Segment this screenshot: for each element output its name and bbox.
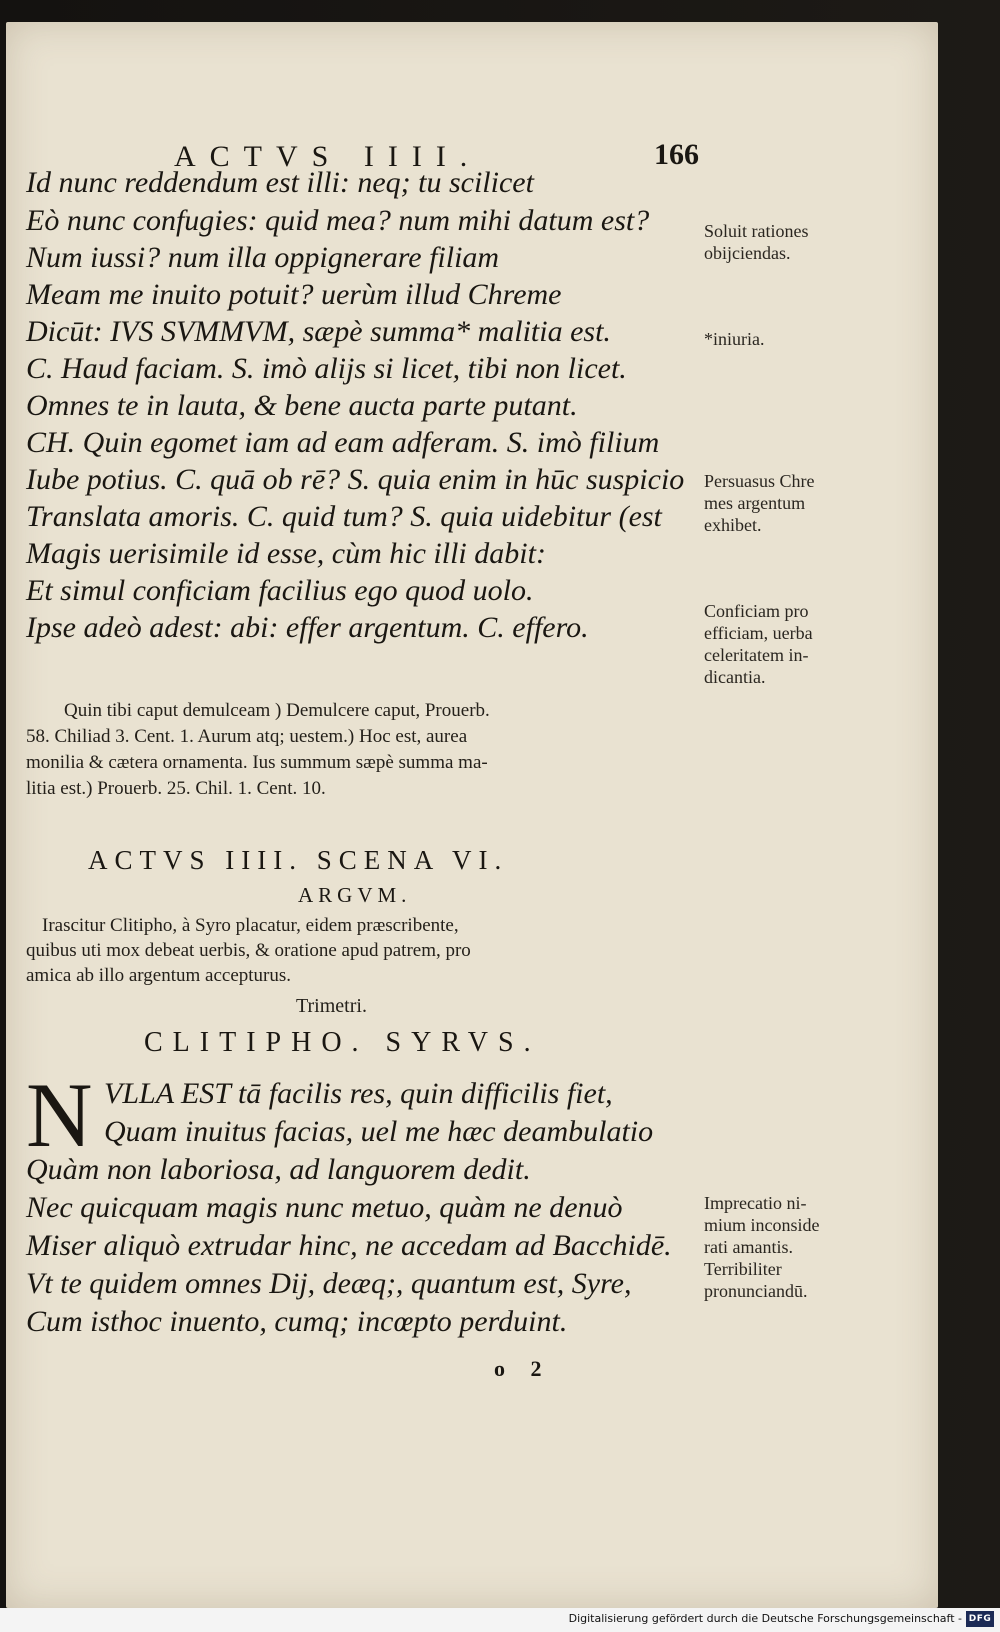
running-title: ACTVS IIII. bbox=[174, 140, 482, 173]
verse-line: Omnes te in lauta, & bene aucta parte putant. bbox=[26, 389, 578, 422]
verse-line: Meam me inuito potuit? uerùm illud Chreme bbox=[26, 278, 562, 311]
commentary-line: monilia & cætera ornamenta. Ius summum sæpè summa ma- bbox=[26, 752, 488, 773]
margin-note bbox=[704, 600, 874, 688]
margin-note-line: Conficiam pro bbox=[704, 601, 809, 621]
signature-mark: o 2 bbox=[494, 1356, 552, 1381]
verse-line: Quàm non laboriosa, ad languorem dedit. bbox=[26, 1153, 531, 1186]
margin-note bbox=[704, 220, 874, 264]
speakers-heading: CLITIPHO. SYRVS. bbox=[144, 1027, 541, 1058]
verse-line: Cum isthoc inuento, cumq; incœpto perduint. bbox=[26, 1305, 568, 1338]
verse-line: Quam inuitus facias, uel me hæc deambulatio bbox=[104, 1115, 654, 1148]
commentary-line: Quin tibi caput demulceam ) Demulcere caput, Prouerb. bbox=[64, 700, 490, 721]
margin-note-line: Terribiliter bbox=[704, 1259, 782, 1279]
verse-line: Num iussi? num illa oppignerare filiam bbox=[26, 241, 500, 274]
margin-note-line: Imprecatio ni- bbox=[704, 1193, 807, 1213]
verse-line: Nec quicquam magis nunc metuo, quàm ne denuò bbox=[26, 1191, 623, 1224]
verse-line: Eò nunc confugies: quid mea? num mihi datum est? bbox=[26, 204, 650, 237]
margin-note bbox=[704, 328, 874, 350]
verse-line: Et simul conficiam facilius ego quod uolo. bbox=[26, 574, 534, 607]
margin-note-line: Soluit rationes bbox=[704, 221, 809, 241]
verse-line: Translata amoris. C. quid tum? S. quia uidebitur (est bbox=[26, 500, 662, 533]
margin-note-line: dicantia. bbox=[704, 667, 766, 687]
dfg-logo: DFG bbox=[966, 1611, 994, 1627]
digitization-note: Digitalisierung gefördert durch die Deutsche Forschungsgemeinschaft - bbox=[568, 1612, 962, 1625]
meter-label: Trimetri. bbox=[296, 995, 367, 1017]
verse-line: Magis uerisimile id esse, cùm hic illi dabit: bbox=[26, 537, 546, 570]
margin-note-line: *iniuria. bbox=[704, 329, 765, 349]
argument-line: amica ab illo argentum accepturus. bbox=[26, 965, 292, 986]
verse-line: C. Haud faciam. S. imò alijs si licet, tibi non licet. bbox=[26, 352, 627, 385]
drop-cap: N bbox=[26, 1064, 93, 1166]
margin-note-line: efficiam, uerba bbox=[704, 623, 813, 643]
book-page bbox=[6, 22, 938, 1608]
verse-line: Id nunc reddendum est illi: neq; tu scilicet bbox=[26, 166, 534, 199]
page-number: 166 bbox=[654, 138, 699, 171]
argument-line: quibus uti mox debeat uerbis, & oratione apud patrem, pro bbox=[26, 940, 471, 961]
argument-label: ARGVM. bbox=[298, 883, 412, 907]
margin-note-line: obijciendas. bbox=[704, 243, 791, 263]
verse-line: Miser aliquò extrudar hinc, ne accedam ad Bacchidē. bbox=[26, 1229, 672, 1262]
margin-note-line: mes argentum bbox=[704, 493, 806, 513]
verse-line: Dicūt: IVS SVMMVM, sæpè summa* malitia est. bbox=[26, 315, 611, 348]
margin-note-line: Persuasus Chre bbox=[704, 471, 815, 491]
margin-note-line: mium inconside bbox=[704, 1215, 820, 1235]
margin-note bbox=[704, 1192, 874, 1302]
verse-line: CH. Quin egomet iam ad eam adferam. S. imò filium bbox=[26, 426, 660, 459]
verse-line: Iube potius. C. quā ob rē? S. quia enim in hūc suspicio bbox=[26, 463, 685, 496]
verse-line: Ipse adeò adest: abi: effer argentum. C. effero. bbox=[26, 611, 589, 644]
margin-note-line: celeritatem in- bbox=[704, 645, 809, 665]
margin-note-line: rati amantis. bbox=[704, 1237, 793, 1257]
argument-line: Irascitur Clitipho, à Syro placatur, eidem præscribente, bbox=[42, 915, 459, 936]
margin-note-line: exhibet. bbox=[704, 515, 762, 535]
footer-strip bbox=[0, 1608, 1000, 1632]
scene-heading: ACTVS IIII. SCENA VI. bbox=[88, 845, 509, 875]
verse-line: VLLA EST tā facilis res, quin difficilis fiet, bbox=[104, 1077, 613, 1110]
margin-note-line: pronunciandū. bbox=[704, 1281, 808, 1301]
commentary-line: 58. Chiliad 3. Cent. 1. Aurum atq; uestem.) Hoc est, aurea bbox=[26, 726, 468, 747]
verse-line: Vt te quidem omnes Dij, deæq;, quantum est, Syre, bbox=[26, 1267, 632, 1300]
margin-note bbox=[704, 470, 874, 536]
commentary-line: litia est.) Prouerb. 25. Chil. 1. Cent. 10. bbox=[26, 778, 326, 799]
